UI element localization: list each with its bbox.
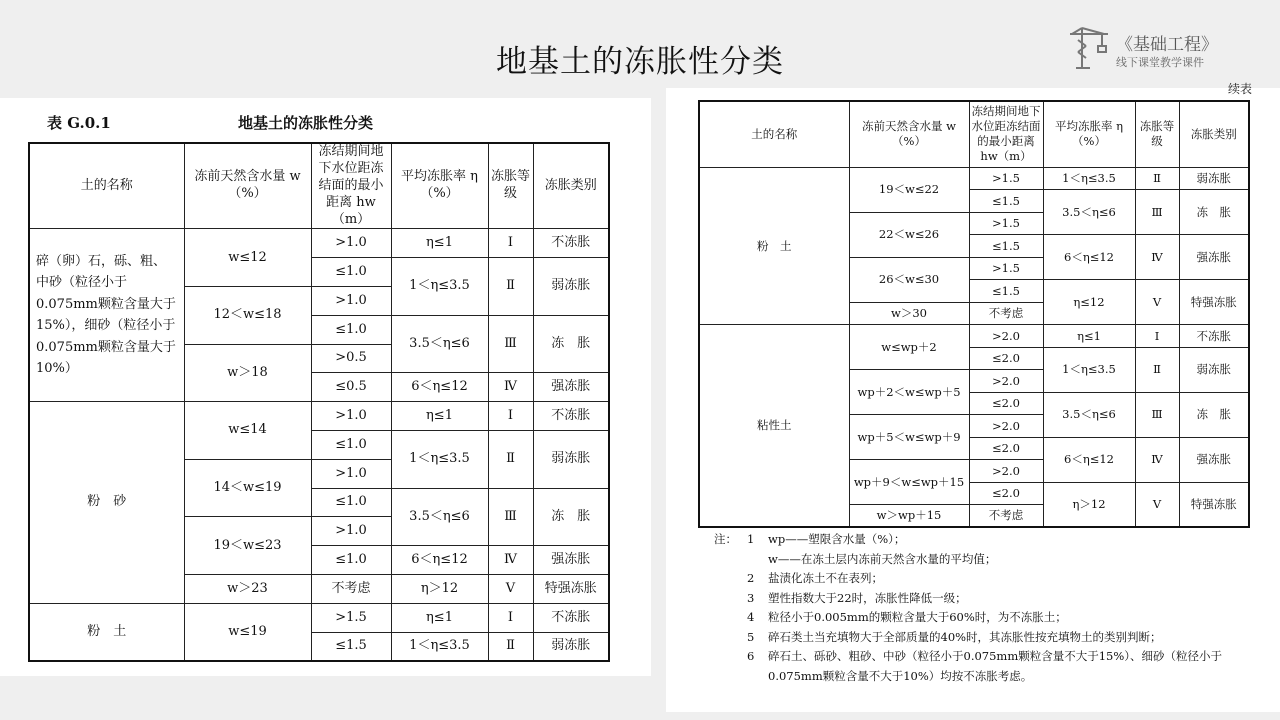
- moisture-cell: w＞wp＋15: [849, 505, 969, 528]
- table-row: [29, 402, 609, 431]
- note-item: [714, 628, 1274, 648]
- note-item: [714, 530, 1274, 550]
- category-cell: 特强冻胀: [533, 575, 609, 604]
- header-moisture: 冻前天然含水量 w（%）: [184, 143, 311, 229]
- category-cell: 强冻胀: [1179, 235, 1249, 280]
- header-water-distance: 冻结期间地下水位距冻结面的最小距离 hw（m）: [969, 101, 1043, 167]
- table-row: [699, 325, 1249, 348]
- note-text: 粒径小于0.005mm的颗粒含量大于60%时，为不冻胀土；: [768, 610, 1067, 624]
- grade-cell: Ⅰ: [488, 402, 533, 431]
- eta-cell: 1＜η≤3.5: [1043, 347, 1135, 392]
- note-number: 5: [747, 629, 755, 644]
- category-cell: 特强冻胀: [1179, 280, 1249, 325]
- category-cell: 冻 胀: [1179, 392, 1249, 437]
- table-header-row: [699, 101, 1249, 167]
- right-table-scan: [666, 82, 1280, 712]
- header-category: 冻胀类别: [1179, 101, 1249, 167]
- category-cell: 特强冻胀: [1179, 482, 1249, 527]
- note-number: 3: [747, 590, 755, 605]
- hw-cell: >0.5: [311, 344, 391, 373]
- hw-cell: >1.0: [311, 517, 391, 546]
- hw-cell: >1.0: [311, 402, 391, 431]
- crane-icon: [1068, 24, 1112, 70]
- soil-name-cell: 粉 砂: [29, 402, 184, 604]
- eta-cell: 1＜η≤3.5: [391, 632, 488, 661]
- eta-cell: 6＜η≤12: [1043, 235, 1135, 280]
- grade-cell: Ⅱ: [1135, 347, 1179, 392]
- note-text: 碎石土、砾砂、粗砂、中砂（粒径小于0.075mm颗粒含量不大于15%）、细砂（粒径小于0.075mm颗粒含量不大于10%）均按不冻胀考虑。: [768, 649, 1223, 683]
- eta-cell: η＞12: [391, 575, 488, 604]
- eta-cell: 3.5＜η≤6: [391, 315, 488, 373]
- moisture-cell: w≤wp＋2: [849, 325, 969, 370]
- header-soil-name: 土的名称: [699, 101, 849, 167]
- hw-cell: ≤2.0: [969, 347, 1043, 370]
- eta-cell: 1＜η≤3.5: [391, 258, 488, 316]
- category-cell: 不冻胀: [533, 603, 609, 632]
- header-grade: 冻胀等级: [488, 143, 533, 229]
- category-cell: 冻 胀: [533, 315, 609, 373]
- hw-cell: >1.0: [311, 287, 391, 316]
- table-notes: [714, 530, 1274, 686]
- note-text: w——在冻土层内冻前天然含水量的平均值；: [768, 551, 997, 566]
- frost-heave-table-left: [28, 142, 610, 662]
- moisture-cell: w≤12: [184, 229, 311, 287]
- hw-cell: >2.0: [969, 370, 1043, 393]
- grade-cell: Ⅲ: [488, 488, 533, 546]
- grade-cell: Ⅱ: [1135, 167, 1179, 190]
- note-text: wp——塑限含水量（%）；: [768, 532, 906, 546]
- hw-cell: ≤1.0: [311, 431, 391, 460]
- eta-cell: η≤1: [391, 402, 488, 431]
- soil-name-cell: 粘性土: [699, 325, 849, 528]
- hw-cell: ≤2.0: [969, 437, 1043, 460]
- grade-cell: Ⅴ: [1135, 280, 1179, 325]
- note-item: [714, 647, 1274, 686]
- moisture-cell: w＞30: [849, 302, 969, 325]
- moisture-cell: 12＜w≤18: [184, 287, 311, 345]
- moisture-cell: 26＜w≤30: [849, 257, 969, 302]
- eta-cell: η≤1: [391, 603, 488, 632]
- category-cell: 强冻胀: [1179, 437, 1249, 482]
- eta-cell: 1＜η≤3.5: [391, 431, 488, 489]
- eta-cell: η≤12: [1043, 280, 1135, 325]
- hw-cell: >2.0: [969, 460, 1043, 483]
- grade-cell: Ⅳ: [1135, 437, 1179, 482]
- moisture-cell: wp＋2＜w≤wp＋5: [849, 370, 969, 415]
- hw-cell: ≤1.5: [311, 632, 391, 661]
- grade-cell: Ⅱ: [488, 632, 533, 661]
- grade-cell: Ⅲ: [488, 315, 533, 373]
- hw-cell: ≤1.0: [311, 315, 391, 344]
- grade-cell: Ⅴ: [488, 575, 533, 604]
- hw-cell: >1.5: [969, 167, 1043, 190]
- grade-cell: Ⅳ: [488, 373, 533, 402]
- category-cell: 弱冻胀: [1179, 347, 1249, 392]
- category-cell: 弱冻胀: [1179, 167, 1249, 190]
- moisture-cell: 14＜w≤19: [184, 459, 311, 517]
- table-row: [699, 167, 1249, 190]
- hw-cell: 不考虑: [969, 505, 1043, 528]
- table-row: [29, 229, 609, 258]
- soil-name-cell: 碎（卵）石，砾、粗、中砂（粒径小于0.075mm颗粒含量大于15%），细砂（粒径小于0.075mm颗粒含量大于10%）: [29, 229, 184, 402]
- hw-cell: ≤2.0: [969, 482, 1043, 505]
- hw-cell: 不考虑: [311, 575, 391, 604]
- header-grade: 冻胀等级: [1135, 101, 1179, 167]
- table-number: 表 G.0.1: [47, 114, 111, 132]
- soil-name-cell: 粉 土: [29, 603, 184, 661]
- eta-cell: 6＜η≤12: [391, 373, 488, 402]
- frost-heave-table-right: [698, 100, 1250, 528]
- category-cell: 冻 胀: [1179, 190, 1249, 235]
- header-heave-rate: 平均冻胀率 η（%）: [391, 143, 488, 229]
- moisture-cell: 19＜w≤23: [184, 517, 311, 575]
- course-name: 《基础工程》: [1116, 35, 1218, 55]
- hw-cell: >1.0: [311, 459, 391, 488]
- grade-cell: Ⅱ: [488, 258, 533, 316]
- header-soil-name: 土的名称: [29, 143, 184, 229]
- moisture-cell: w＞23: [184, 575, 311, 604]
- hw-cell: ≤1.0: [311, 546, 391, 575]
- note-item: [714, 608, 1274, 628]
- hw-cell: ≤1.0: [311, 488, 391, 517]
- note-text: 塑性指数大于22时，冻胀性降低一级；: [768, 590, 967, 605]
- note-number: 2: [747, 571, 755, 585]
- hw-cell: 不考虑: [969, 302, 1043, 325]
- hw-cell: ≤1.5: [969, 190, 1043, 213]
- eta-cell: 3.5＜η≤6: [1043, 392, 1135, 437]
- course-subtitle: 线下课堂教学课件: [1116, 56, 1204, 69]
- note-text: 盐渍化冻土不在表列；: [768, 571, 883, 585]
- moisture-cell: w≤14: [184, 402, 311, 460]
- grade-cell: Ⅲ: [1135, 392, 1179, 437]
- category-cell: 强冻胀: [533, 546, 609, 575]
- note-text: 碎石类土当充填物大于全部质量的40%时，其冻胀性按充填物土的类别判断；: [768, 629, 1162, 644]
- table-header-row: [29, 143, 609, 229]
- grade-cell: Ⅰ: [488, 229, 533, 258]
- grade-cell: Ⅴ: [1135, 482, 1179, 527]
- table-row: [29, 603, 609, 632]
- eta-cell: 6＜η≤12: [1043, 437, 1135, 482]
- grade-cell: Ⅰ: [1135, 325, 1179, 348]
- category-cell: 不冻胀: [533, 229, 609, 258]
- hw-cell: >1.5: [969, 257, 1043, 280]
- eta-cell: 3.5＜η≤6: [1043, 190, 1135, 235]
- moisture-cell: wp＋5＜w≤wp＋9: [849, 415, 969, 460]
- moisture-cell: w≤19: [184, 603, 311, 661]
- note-item: [714, 550, 1274, 570]
- note-item: [714, 589, 1274, 609]
- eta-cell: 3.5＜η≤6: [391, 488, 488, 546]
- eta-cell: η≤1: [391, 229, 488, 258]
- course-logo: [1068, 24, 1228, 72]
- header-category: 冻胀类别: [533, 143, 609, 229]
- grade-cell: Ⅱ: [488, 431, 533, 489]
- soil-name-cell: 粉 土: [699, 167, 849, 325]
- header-water-distance: 冻结期间地下水位距冻结面的最小距离 hw（m）: [311, 143, 391, 229]
- category-cell: 弱冻胀: [533, 632, 609, 661]
- note-number: 1: [747, 532, 755, 546]
- note-item: [714, 569, 1274, 589]
- category-cell: 弱冻胀: [533, 431, 609, 489]
- moisture-cell: wp＋9＜w≤wp＋15: [849, 460, 969, 505]
- hw-cell: ≤0.5: [311, 373, 391, 402]
- hw-cell: ≤1.5: [969, 280, 1043, 303]
- moisture-cell: 19＜w≤22: [849, 167, 969, 212]
- eta-cell: η≤1: [1043, 325, 1135, 348]
- category-cell: 不冻胀: [533, 402, 609, 431]
- category-cell: 强冻胀: [533, 373, 609, 402]
- page-title: 地基土的冻胀性分类: [496, 44, 784, 80]
- hw-cell: >1.5: [969, 212, 1043, 235]
- eta-cell: 1＜η≤3.5: [1043, 167, 1135, 190]
- grade-cell: Ⅳ: [488, 546, 533, 575]
- grade-cell: Ⅲ: [1135, 190, 1179, 235]
- category-cell: 不冻胀: [1179, 325, 1249, 348]
- hw-cell: ≤1.0: [311, 258, 391, 287]
- eta-cell: η＞12: [1043, 482, 1135, 527]
- moisture-cell: 22＜w≤26: [849, 212, 969, 257]
- header-heave-rate: 平均冻胀率 η（%）: [1043, 101, 1135, 167]
- continued-label: 续表: [1227, 82, 1252, 96]
- hw-cell: ≤2.0: [969, 392, 1043, 415]
- grade-cell: Ⅰ: [488, 603, 533, 632]
- header-moisture: 冻前天然含水量 w（%）: [849, 101, 969, 167]
- category-cell: 弱冻胀: [533, 258, 609, 316]
- note-number: 4: [747, 610, 755, 624]
- notes-label: 注：: [714, 532, 737, 546]
- hw-cell: >2.0: [969, 325, 1043, 348]
- grade-cell: Ⅳ: [1135, 235, 1179, 280]
- moisture-cell: w＞18: [184, 344, 311, 402]
- note-number: 6: [747, 649, 755, 663]
- hw-cell: ≤1.5: [969, 235, 1043, 258]
- hw-cell: >1.0: [311, 229, 391, 258]
- hw-cell: >1.5: [311, 603, 391, 632]
- hw-cell: >2.0: [969, 415, 1043, 438]
- table-caption: 地基土的冻胀性分类: [238, 114, 374, 132]
- category-cell: 冻 胀: [533, 488, 609, 546]
- eta-cell: 6＜η≤12: [391, 546, 488, 575]
